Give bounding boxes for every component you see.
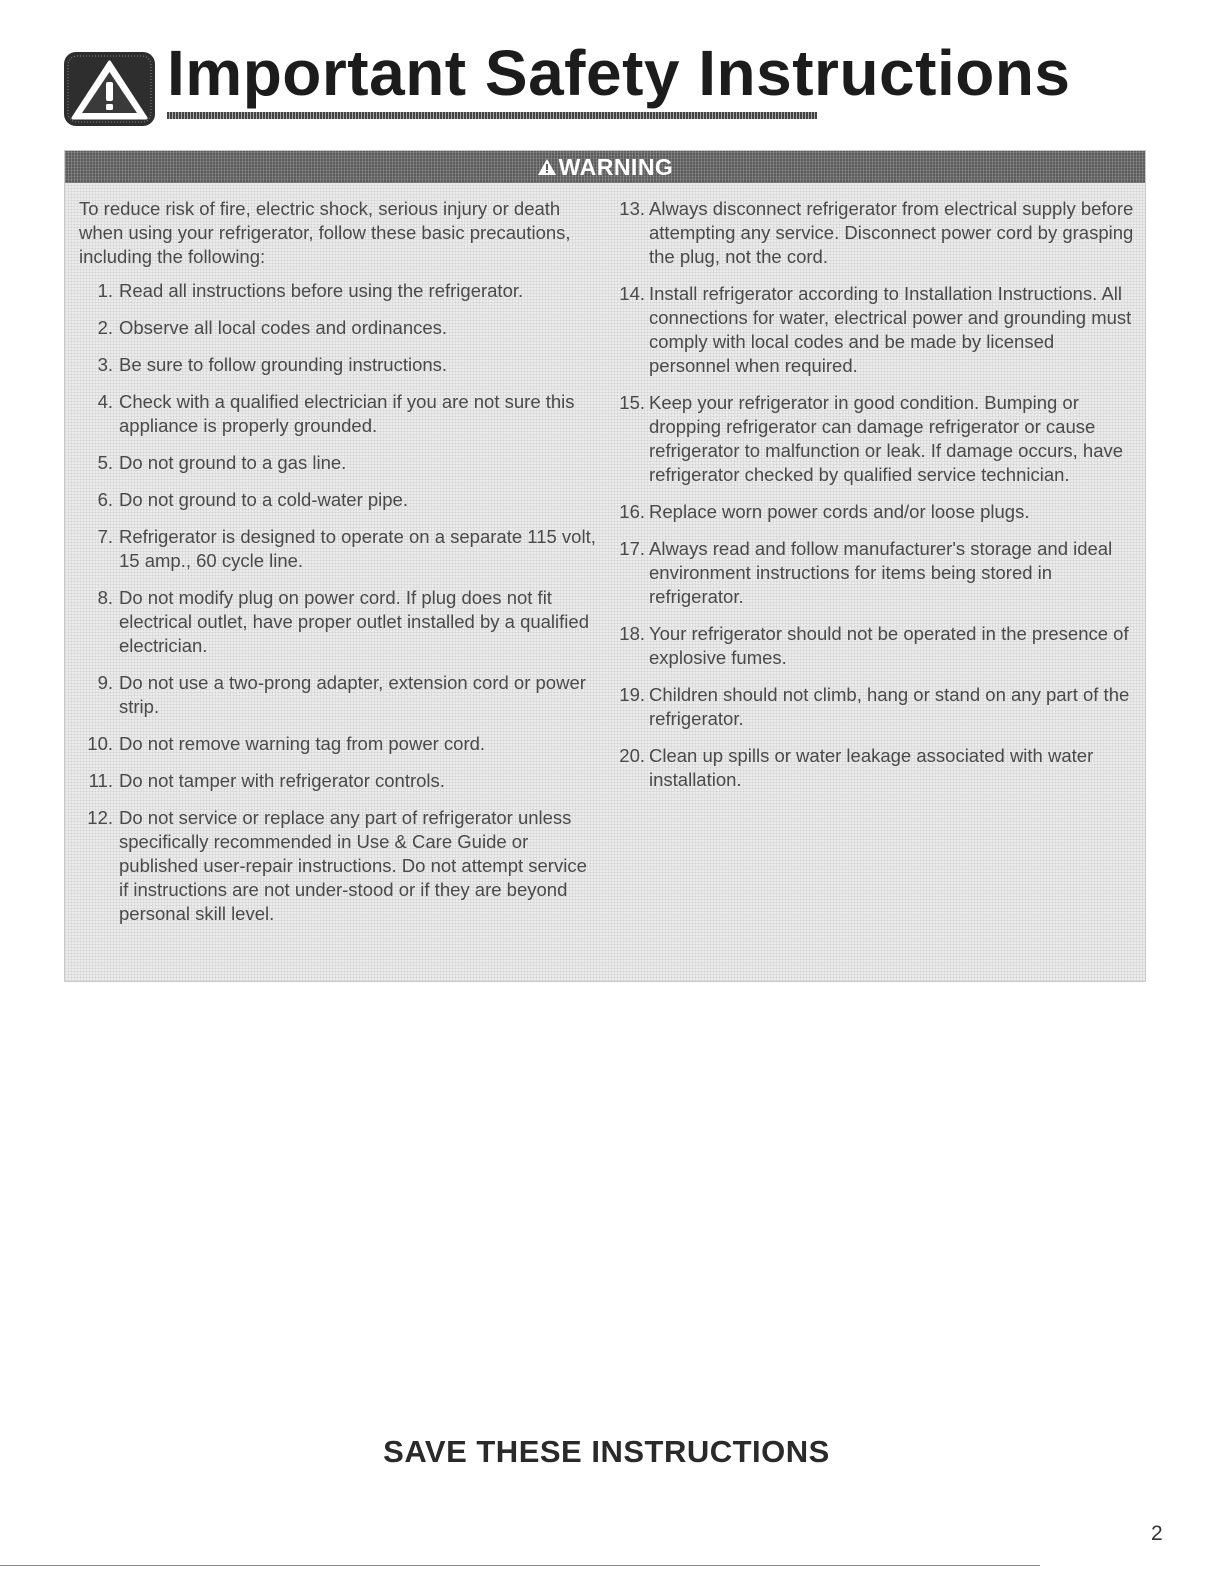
instruction-item — [617, 391, 1137, 487]
instruction-item — [617, 744, 1137, 792]
instruction-number: 14. — [619, 283, 645, 304]
instruction-item — [79, 316, 599, 340]
instruction-item — [617, 683, 1137, 731]
instruction-text: Your refrigerator should not be operated in the presence of explosive fumes. — [649, 623, 1129, 668]
warning-box — [64, 150, 1146, 982]
instruction-number: 19. — [619, 684, 645, 705]
instruction-list-right — [617, 197, 1137, 792]
bottom-divider — [0, 1565, 1040, 1566]
instruction-text: Replace worn power cords and/or loose plugs. — [649, 501, 1030, 522]
instruction-number: 15. — [619, 392, 645, 413]
instruction-item — [79, 671, 599, 719]
instruction-item — [617, 537, 1137, 609]
instruction-list-left — [79, 279, 599, 926]
warning-column-right — [617, 197, 1137, 805]
instruction-item — [617, 500, 1137, 524]
page-title: Important Safety Instructions — [167, 37, 1071, 109]
instruction-number: 8. — [97, 587, 113, 608]
instruction-item — [79, 353, 599, 377]
instruction-text: Read all instructions before using the refrigerator. — [119, 280, 524, 301]
instruction-number: 17. — [619, 538, 645, 559]
instruction-text: Keep your refrigerator in good condition. Bumping or dropping refrigerator can damage refrigerator or cause refrigerator to malfunction or leak. If damage occurs, have refrigerator checked by qualified service technician. — [649, 392, 1124, 485]
instruction-number: 11. — [88, 770, 113, 791]
instruction-number: 2. — [97, 317, 113, 338]
instruction-text: Be sure to follow grounding instructions. — [119, 354, 448, 375]
instruction-item — [79, 525, 599, 573]
instruction-item — [79, 806, 599, 926]
instruction-text: Children should not climb, hang or stand on any part of the refrigerator. — [649, 684, 1130, 729]
instruction-item — [79, 732, 599, 756]
warning-column-left — [79, 197, 599, 939]
title-underline — [167, 112, 817, 119]
instruction-text: Install refrigerator according to Installation Instructions. All connections for water, electrical power and grounding must comply with local codes and be made by licensed personnel when required. — [649, 283, 1132, 376]
instruction-text: Do not service or replace any part of refrigerator unless specifically recommended in Use & Care Guide or published user-repair instructions. Do not attempt service if instructions are not under-stood or if they are beyond personal skill level. — [119, 807, 587, 924]
warning-banner — [65, 151, 1145, 183]
instruction-number: 10. — [87, 733, 113, 754]
instruction-number: 4. — [97, 391, 113, 412]
instruction-item — [79, 488, 599, 512]
warning-heading — [537, 154, 674, 181]
instruction-item — [79, 586, 599, 658]
instruction-number: 20. — [619, 745, 645, 766]
instruction-item — [79, 451, 599, 475]
warning-label: WARNING — [558, 153, 674, 180]
instruction-item — [79, 390, 599, 438]
instruction-number: 16. — [619, 501, 645, 522]
instruction-number: 13. — [619, 198, 645, 219]
instruction-number: 3. — [97, 354, 113, 375]
instruction-number: 1. — [97, 280, 113, 301]
instruction-item — [617, 622, 1137, 670]
instruction-number: 6. — [97, 489, 113, 510]
instruction-text: Do not tamper with refrigerator controls. — [119, 770, 445, 791]
instruction-number: 9. — [97, 672, 113, 693]
warning-triangle-icon — [62, 50, 157, 128]
instruction-item — [79, 279, 599, 303]
instruction-number: 7. — [97, 526, 113, 547]
instruction-text: Do not remove warning tag from power cord. — [119, 733, 486, 754]
instruction-text: Do not use a two-prong adapter, extension cord or power strip. — [119, 672, 586, 717]
instruction-text: Clean up spills or water leakage associated with water installation. — [649, 745, 1094, 790]
save-instructions-heading: SAVE THESE INSTRUCTIONS — [383, 1434, 830, 1469]
instruction-text: Check with a qualified electrician if you are not sure this appliance is properly grounded. — [119, 391, 575, 436]
instruction-item — [617, 282, 1137, 378]
instruction-text: Do not ground to a gas line. — [119, 452, 347, 473]
alert-triangle-icon — [537, 158, 557, 176]
instruction-number: 18. — [619, 623, 645, 644]
instruction-text: Refrigerator is designed to operate on a separate 115 volt, 15 amp., 60 cycle line. — [119, 526, 596, 571]
instruction-text: Always read and follow manufacturer's storage and ideal environment instructions for items being stored in refrigerator. — [649, 538, 1113, 607]
page-header — [62, 37, 1071, 122]
instruction-number: 5. — [97, 452, 113, 473]
instruction-number: 12. — [87, 807, 113, 828]
instruction-text: Observe all local codes and ordinances. — [119, 317, 448, 338]
instruction-text: Do not ground to a cold-water pipe. — [119, 489, 408, 510]
instruction-text: Do not modify plug on power cord. If plug does not fit electrical outlet, have proper outlet installed by a qualified electrician. — [119, 587, 589, 656]
warning-intro: To reduce risk of fire, electric shock, serious injury or death when using your refrigerator, follow these basic precautions, including the following: — [79, 198, 571, 267]
instruction-item — [617, 197, 1137, 269]
page-number: 2 — [1151, 1522, 1163, 1545]
instruction-item — [79, 769, 599, 793]
instruction-text: Always disconnect refrigerator from electrical supply before attempting any service. Disconnect power cord by grasping the plug, not the cord. — [649, 198, 1134, 267]
